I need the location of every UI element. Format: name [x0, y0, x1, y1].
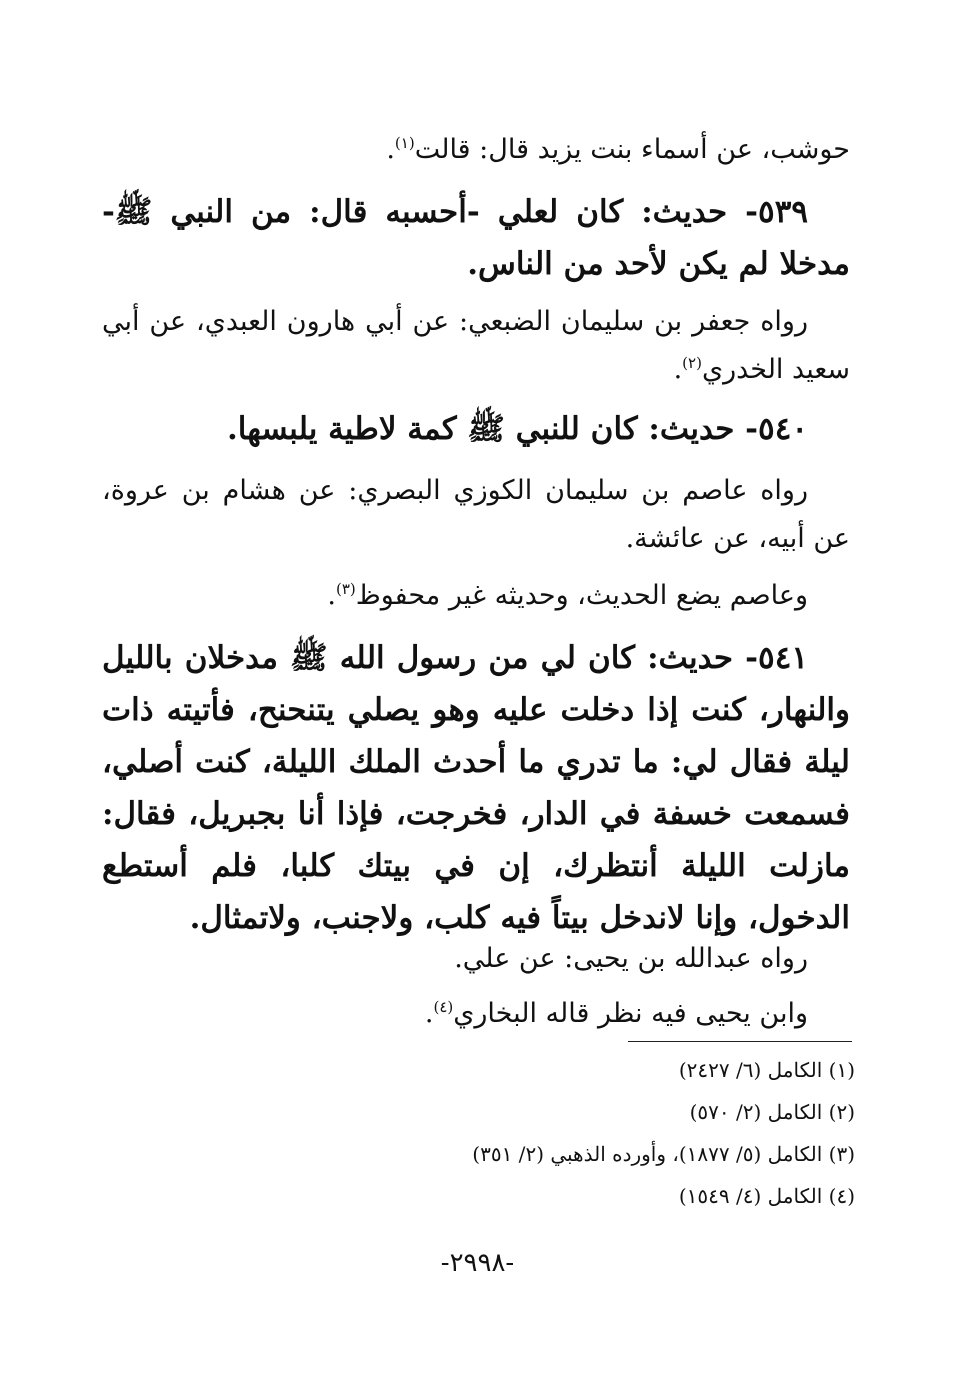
hadith-540-text: ٥٤٠- حديث: كان للنبي ﷺ كمة لاطية يلبسها.: [226, 411, 808, 447]
continuation-end: .: [386, 134, 395, 165]
hadith-540-note-2: [102, 572, 850, 620]
hadith-541-note-2: [102, 990, 850, 1038]
hadith-541-note-2-text: وابن يحيى فيه نظر قاله البخاري: [453, 998, 808, 1029]
hadith-539: [102, 186, 850, 290]
hadith-540-note-1: [102, 467, 850, 563]
footnote-ref-2: (٢): [682, 354, 702, 372]
footnote-2: (٢) الكامل (٢/ ٥٧٠): [689, 1100, 855, 1124]
continuation-text: حوشب، عن أسماء بنت يزيد قال: قالت: [414, 134, 850, 165]
footnote-4: (٤) الكامل (٤/ ١٥٤٩): [678, 1184, 855, 1208]
footnote-1: (١) الكامل (٦/ ٢٤٢٧): [678, 1058, 855, 1082]
page-number: -٢٩٩٨-: [440, 1248, 515, 1278]
hadith-539-note: [102, 298, 850, 394]
hadith-541: [102, 632, 850, 944]
footnote-ref-1: (١): [394, 134, 415, 152]
hadith-540: [102, 403, 850, 455]
continuation-paragraph: [102, 126, 850, 174]
footnote-separator: [628, 1041, 852, 1042]
hadith-541-note-2-end: .: [424, 998, 434, 1029]
hadith-541-text: ٥٤١- حديث: كان لي من رسول الله ﷺ مدخلان بالليل والنهار، كنت إذا دخلت عليه وهو يصلي يتنحنح، فأتيته ذات ليلة فقال لي: ما تدري ما أحدث الملك الليلة، كنت أصلي، فسمعت خسفة في الدار، فخرجت، فإذا أنا بجبريل، فقال: مازلت الليلة أنتظرك، إن في بيتك كلبا، فلم أستطع الدخول، وإنا لاندخل بيتاً فيه كلب، ولاجنب، ولاتمثال.: [102, 640, 850, 936]
hadith-539-note-text: رواه جعفر بن سليمان الضبعي: عن أبي هارون العبدي، عن أبي سعيد الخدري: [102, 306, 850, 385]
hadith-539-note-end: .: [673, 354, 683, 385]
hadith-540-note-2-text: وعاصم يضع الحديث، وحديثه غير محفوظ: [355, 580, 808, 611]
footnote-3: (٣) الكامل (٥/ ١٨٧٧)، وأورده الذهبي (٢/ ٣٥١): [472, 1142, 855, 1166]
hadith-540-note-2-end: .: [327, 580, 336, 611]
hadith-541-note-1-text: رواه عبدالله بن يحيى: عن علي.: [454, 943, 808, 974]
hadith-539-text: ٥٣٩- حديث: كان لعلي -أحسبه قال: من النبي ﷺ- مدخلا لم يكن لأحد من الناس.: [102, 194, 850, 282]
hadith-540-note-1-text: رواه عاصم بن سليمان الكوزي البصري: عن هشام بن عروة، عن أبيه، عن عائشة.: [102, 475, 850, 554]
footnote-ref-4: (٤): [433, 998, 454, 1016]
hadith-541-note-1: [102, 935, 850, 983]
footnote-ref-3: (٣): [335, 580, 356, 598]
